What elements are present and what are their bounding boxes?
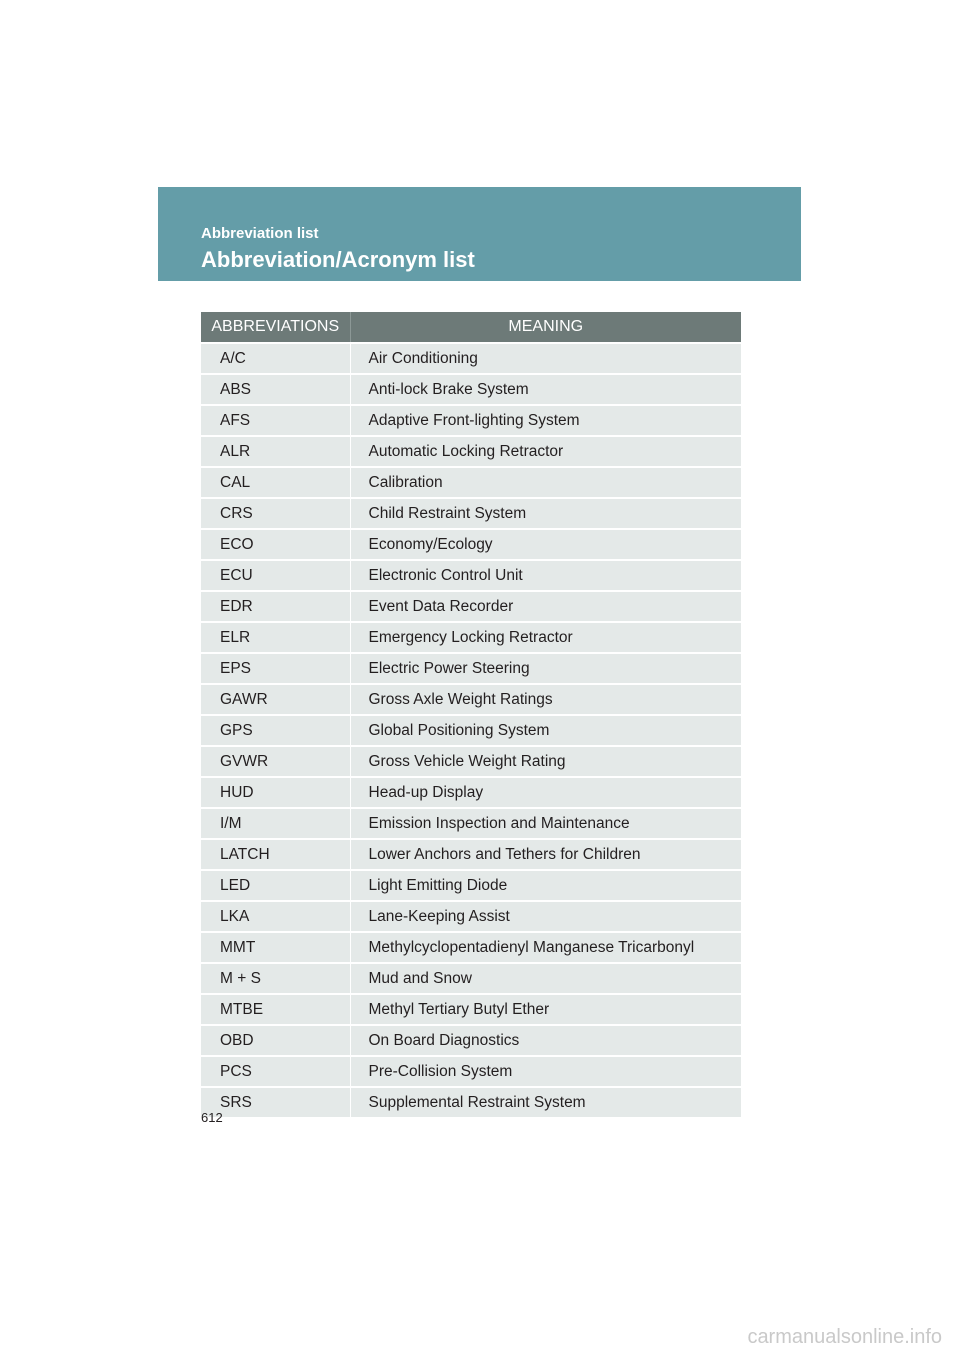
meaning-cell: Emission Inspection and Maintenance <box>350 808 741 839</box>
abbreviation-cell: ECO <box>201 529 350 560</box>
meaning-cell: Methyl Tertiary Butyl Ether <box>350 994 741 1025</box>
column-header-meaning: MEANING <box>350 312 741 343</box>
meaning-cell: Lane-Keeping Assist <box>350 901 741 932</box>
table-row <box>201 1056 741 1087</box>
abbreviation-cell: LED <box>201 870 350 901</box>
abbreviation-cell: OBD <box>201 1025 350 1056</box>
table-row <box>201 994 741 1025</box>
meaning-cell: Gross Vehicle Weight Rating <box>350 746 741 777</box>
meaning-cell: Electric Power Steering <box>350 653 741 684</box>
table-row <box>201 436 741 467</box>
meaning-cell: Automatic Locking Retractor <box>350 436 741 467</box>
table-row <box>201 746 741 777</box>
meaning-cell: Gross Axle Weight Ratings <box>350 684 741 715</box>
meaning-cell: Electronic Control Unit <box>350 560 741 591</box>
abbreviation-cell: MTBE <box>201 994 350 1025</box>
abbreviation-cell: MMT <box>201 932 350 963</box>
table-row <box>201 932 741 963</box>
header-band <box>158 187 801 281</box>
column-header-abbreviations: ABBREVIATIONS <box>201 312 350 343</box>
meaning-cell: On Board Diagnostics <box>350 1025 741 1056</box>
table-row <box>201 529 741 560</box>
meaning-cell: Adaptive Front-lighting System <box>350 405 741 436</box>
abbreviation-cell: GVWR <box>201 746 350 777</box>
table-row <box>201 560 741 591</box>
abbreviation-cell: I/M <box>201 808 350 839</box>
table-row <box>201 405 741 436</box>
meaning-cell: Emergency Locking Retractor <box>350 622 741 653</box>
table-row <box>201 653 741 684</box>
meaning-cell: Global Positioning System <box>350 715 741 746</box>
abbreviation-cell: CAL <box>201 467 350 498</box>
meaning-cell: Event Data Recorder <box>350 591 741 622</box>
meaning-cell: Methylcyclopentadienyl Manganese Tricarbonyl <box>350 932 741 963</box>
abbreviation-cell: LATCH <box>201 839 350 870</box>
table-row <box>201 622 741 653</box>
table-row <box>201 1087 741 1117</box>
table-row <box>201 467 741 498</box>
meaning-cell: Mud and Snow <box>350 963 741 994</box>
table-row <box>201 808 741 839</box>
abbreviation-cell: M + S <box>201 963 350 994</box>
meaning-cell: Light Emitting Diode <box>350 870 741 901</box>
meaning-cell: Head-up Display <box>350 777 741 808</box>
abbreviation-cell: SRS <box>201 1087 350 1117</box>
meaning-cell: Pre-Collision System <box>350 1056 741 1087</box>
abbreviation-cell: ELR <box>201 622 350 653</box>
table-row <box>201 839 741 870</box>
abbreviation-cell: CRS <box>201 498 350 529</box>
watermark: carmanualsonline.info <box>747 1326 942 1348</box>
page-number: 612 <box>201 1110 223 1125</box>
meaning-cell: Supplemental Restraint System <box>350 1087 741 1117</box>
table-row <box>201 1025 741 1056</box>
table-row <box>201 684 741 715</box>
abbreviation-cell: GPS <box>201 715 350 746</box>
abbreviation-cell: AFS <box>201 405 350 436</box>
abbreviation-cell: EPS <box>201 653 350 684</box>
table-header-row <box>201 312 741 343</box>
table-row <box>201 343 741 374</box>
table-row <box>201 901 741 932</box>
abbreviation-cell: HUD <box>201 777 350 808</box>
abbreviation-cell: ECU <box>201 560 350 591</box>
table-row <box>201 591 741 622</box>
abbreviation-cell: A/C <box>201 343 350 374</box>
meaning-cell: Anti-lock Brake System <box>350 374 741 405</box>
abbreviation-cell: EDR <box>201 591 350 622</box>
abbreviation-cell: LKA <box>201 901 350 932</box>
table-row <box>201 498 741 529</box>
meaning-cell: Air Conditioning <box>350 343 741 374</box>
table-body <box>201 343 741 1117</box>
table-row <box>201 374 741 405</box>
table-row <box>201 870 741 901</box>
table-row <box>201 777 741 808</box>
abbreviation-table <box>201 312 741 1117</box>
meaning-cell: Calibration <box>350 467 741 498</box>
abbreviation-cell: ALR <box>201 436 350 467</box>
abbreviation-cell: ABS <box>201 374 350 405</box>
section-label: Abbreviation list <box>201 225 319 242</box>
table-row <box>201 963 741 994</box>
abbreviation-table-container <box>201 312 741 1117</box>
meaning-cell: Lower Anchors and Tethers for Children <box>350 839 741 870</box>
abbreviation-cell: GAWR <box>201 684 350 715</box>
table-row <box>201 715 741 746</box>
abbreviation-cell: PCS <box>201 1056 350 1087</box>
meaning-cell: Child Restraint System <box>350 498 741 529</box>
page-title: Abbreviation/Acronym list <box>201 247 475 272</box>
meaning-cell: Economy/Ecology <box>350 529 741 560</box>
